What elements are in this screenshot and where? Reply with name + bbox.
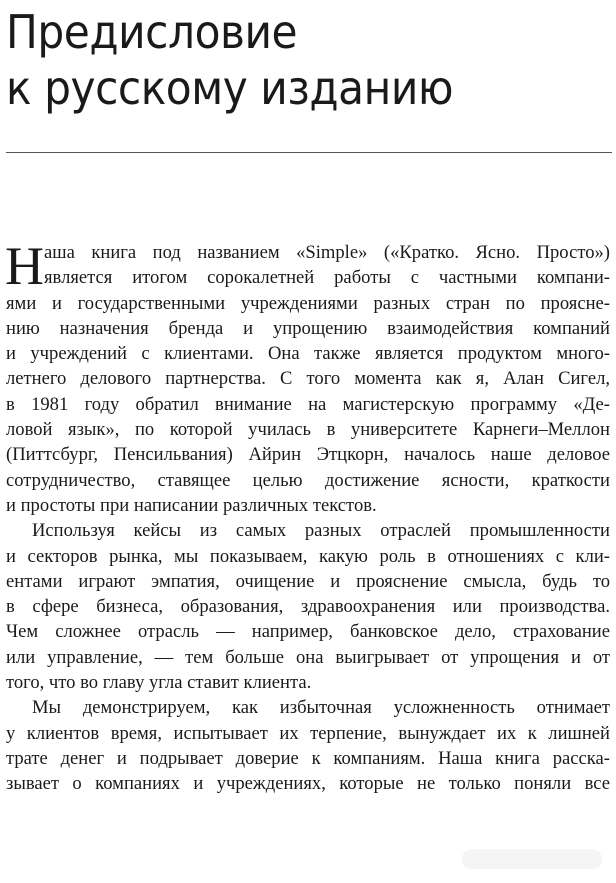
title-divider: [6, 152, 612, 153]
text-line: Чем сложнее отрасль — например, банковское дело, страхование: [6, 621, 610, 643]
text-line: нию назначения бренда и упрощению взаимодействия компаний: [6, 317, 610, 339]
text-line: летнего делового партнерства. С того момента как я, Алан Сигел,: [6, 368, 610, 390]
text-line: аша книга под названием «Simple» («Кратко. Ясно. Просто»): [44, 242, 610, 263]
text-line: и учреждений с клиентами. Она также является продуктом много-: [6, 343, 610, 365]
text-line: (Питтсбург, Пенсильвания) Айрин Этцкорн, началось наше деловое: [6, 444, 610, 466]
text-line: ловой язык», по которой училась в университете Карнеги–Меллон: [6, 419, 610, 441]
text-line: того, что во главу угла ставит клиента.: [6, 672, 312, 694]
chapter-title-line-1: Предисловие: [6, 5, 298, 59]
text-line: Используя кейсы из самых разных отраслей промышленности: [32, 520, 610, 542]
text-line: сотрудничество, ставящее целью достижение ясности, краткости: [6, 469, 610, 491]
paragraph-3: [6, 695, 610, 796]
paragraph-2: [6, 518, 610, 695]
chapter-title: [6, 4, 492, 116]
text-line: и простоты при написании различных текстов.: [6, 494, 377, 516]
paragraph-1: [5, 236, 610, 518]
chapter-title-line-2: к русскому изданию: [6, 61, 454, 115]
text-line: трате денег и подрывает доверие к компаниям. Наша книга расска-: [6, 747, 610, 769]
text-line: Мы демонстрируем, как избыточная усложненность отнимает: [32, 697, 610, 719]
watermark: [462, 849, 602, 869]
text-line: зывает о компаниях и учреждениях, которые не только поняли все: [6, 773, 610, 795]
drop-cap: Н: [5, 236, 44, 296]
text-line: или управление, — тем больше она выигрывает от упрощения и от: [6, 646, 610, 668]
text-line: в сфере бизнеса, образования, здравоохранения или производства.: [6, 596, 610, 618]
text-line: и секторов рынка, мы показываем, какую роль в отношениях с кли-: [6, 545, 610, 567]
text-line: в 1981 году обратил внимание на магистерскую программу «Де-: [6, 393, 610, 415]
body-text: [5, 236, 610, 797]
text-line: ентами играют эмпатия, очищение и прояснение смысла, будь то: [6, 570, 610, 592]
text-line: у клиентов время, испытывает их терпение, вынуждает их к лишней: [6, 722, 610, 744]
text-line: является итогом сорокалетней работы с частными компани-: [44, 267, 610, 289]
text-line: ями и государственными учреждениями разных стран по проясне-: [6, 292, 610, 314]
